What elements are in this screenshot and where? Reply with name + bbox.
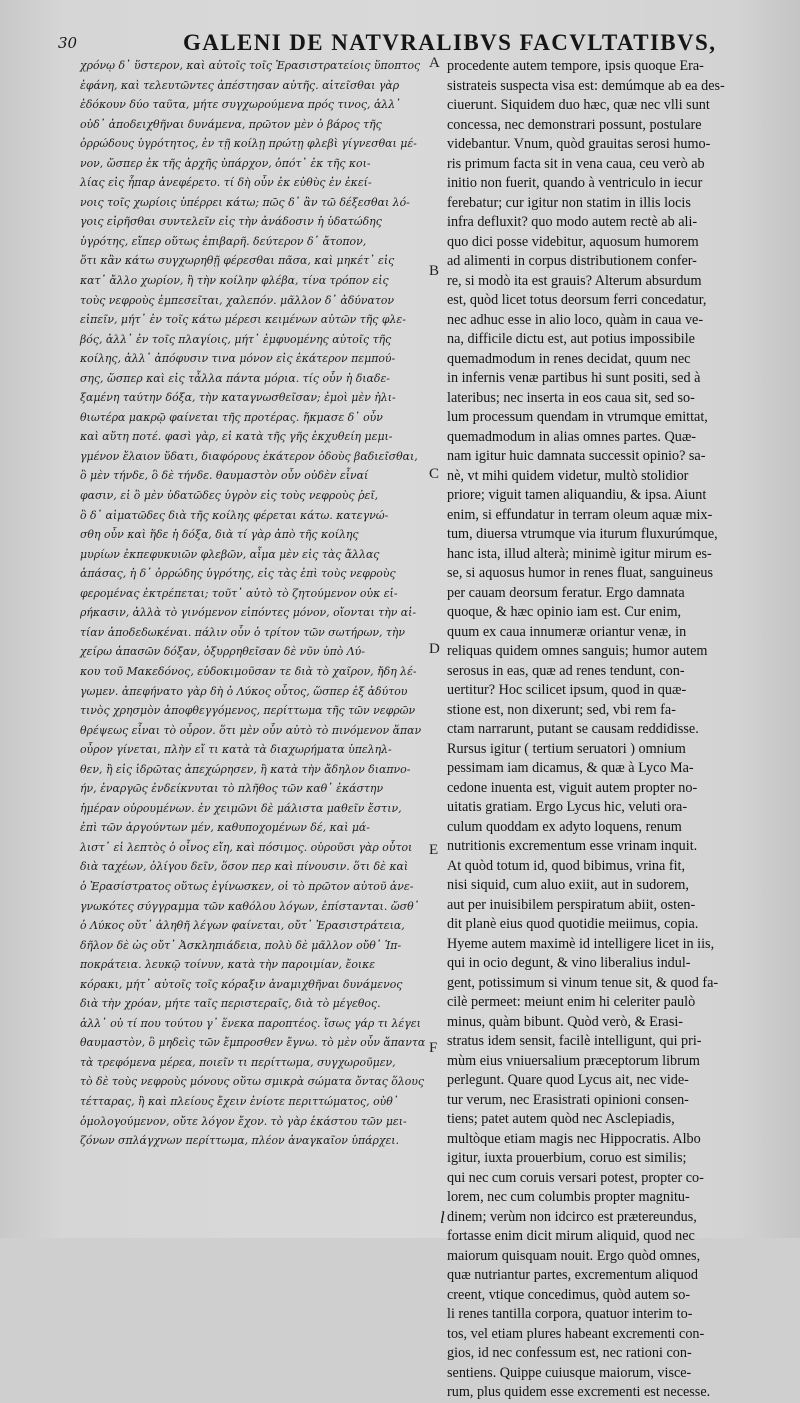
latin-text-line: Hyeme autem maximè id intelligere licet in iis,: [447, 935, 715, 952]
latin-text-line: stione est, non dixerunt; sed, vbi rem fa-: [447, 701, 676, 718]
greek-text-line: τέτταρας, ἢ καὶ πλείους ἔχειν ἐνίοτε περιττώματος, οὐθ᾽: [80, 1094, 399, 1108]
greek-text-line: ἀλλ᾽ οὐ τί που τούτου γ᾽ ἕνεκα παροπτέος. ἴσως γάρ τι λέγει: [80, 1016, 421, 1030]
latin-text-line: serosus in eas, quæ ad renes tendunt, con-: [447, 662, 685, 679]
latin-text-line: pessimam iam dicamus, & quæ à Lyco Ma-: [447, 760, 694, 776]
greek-text-line: κόρακι, μήτ᾽ αὐτοῖς τοῖς κόραξιν ἀναμιχθῆναι δυνάμενος: [80, 977, 403, 991]
greek-text-line: λίας εἰς ἧπαρ ἀνεφέρετο. τί δὴ οὖν ἐκ εὐθὺς ἐν ἐκεί-: [80, 176, 372, 190]
greek-text-line: θεν, ἢ εἰς ἱδρῶτας ἀπεχώρησεν, ἢ κατὰ τὴν ἄδηλον διαπνο-: [80, 762, 411, 776]
greek-text-line: γμένον ἔλαιον ὕδατι, διαφόρους ἑκάτερον ὁδοὺς βαδιεῖσθαι,: [80, 449, 418, 463]
greek-text-line: ξαμένη ταύτην δόξα, τὴν καταγνωσθεῖσαν; ἐμοὶ μὲν ἠλι-: [80, 391, 396, 405]
greek-text-line: νον, ὥσπερ ἐκ τῆς ἀρχῆς ὑπάρχον, ὁπότ᾽ ἐκ τῆς κοι-: [80, 156, 371, 170]
latin-text-line: est, quòd licet totus deorsum ferri concedatur,: [447, 292, 707, 308]
latin-text-line: gent, potissimum si vinum tenue sit, & quod fa-: [447, 974, 719, 991]
latin-text-line: quæ nutriantur partes, excrementum aliquod: [447, 1267, 698, 1283]
latin-text-line: per cauam deorsum feratur. Ergo damnata: [447, 584, 685, 601]
latin-text-line: multòque etiam magis nec Hippocratis. Albo: [447, 1130, 701, 1147]
greek-text-line: γνωκότες σύγγραμμα τῶν καθόλου λόγων, ἐπίστανται. ὥσθ᾽: [80, 899, 420, 913]
latin-text-line: nutritionis excrementum esse vrinam inquit.: [447, 838, 698, 854]
latin-text-line: igitur, iuxta prouerbium, coruo est similis;: [447, 1150, 687, 1166]
latin-text-line: fortasse enim dicit mirum aliquid, quod nec: [447, 1228, 695, 1244]
latin-text-line: qui nec cum coruis versari potest, propter co-: [447, 1169, 704, 1186]
latin-text-line: creent, vtique concedimus, quòd autem so-: [447, 1286, 691, 1303]
latin-text-line: enim, si effundatur in terram oleum aquæ mix-: [447, 506, 713, 523]
greek-text-line: δῆλον δὲ ὡς οὔτ᾽ Ἀσκληπιάδεια, πολὺ δὲ μᾶλλον οὔθ᾽ Ἱπ-: [80, 938, 402, 952]
greek-text-line: τὰ τρεφόμενα μέρεα, ποιεῖν τι περίττωμα, συγχωροῦμεν,: [80, 1055, 396, 1069]
greek-text-column: [80, 56, 428, 1151]
latin-text-line: nam igitur huic damnata successit opinio? sa-: [447, 448, 706, 464]
greek-text-line: τινὸς χρησμὸν ἀποφθεγγόμενος, περίττωμα τῆς τῶν νεφρῶν: [80, 704, 416, 718]
latin-text-line: in infernis venæ partibus hi sunt positi, sed à: [447, 370, 701, 386]
greek-text-line: κατ᾽ ἄλλο χωρίον, ἢ τὴν κοίλην φλέβα, τίνα τρόπον εἰς: [80, 274, 389, 288]
greek-text-line: βός, ἀλλ᾽ ἐν τοῖς πλαγίοις, μήτ᾽ ἐμφυομένης αὐτοῖς τῆς: [80, 332, 392, 346]
greek-text-line: ἐφάνη, καὶ τελευτῶντες ἀπέστησαν αὐτῆς. αἰτεῖσθαι γὰρ: [80, 78, 400, 92]
latin-text-line: uertitur? Hoc scilicet ipsum, quod in quæ-: [447, 682, 687, 698]
greek-text-line: ζόνων σπλάγχνων περίττωμα, πλέον ἀναγκαῖον ὑπάρχει.: [80, 1134, 400, 1148]
latin-text-line: tiens; patet autem quòd nec Asclepiadis,: [447, 1111, 675, 1127]
latin-text-line: initio non fuerit, quando à ventriculo in iecur: [447, 175, 703, 191]
greek-text-line: ὑγρότης, εἴπερ οὕτως ἐπιβαρῆ. δεύτερον δ᾽ ἄτοπον,: [80, 234, 367, 248]
section-marker-c: C: [429, 466, 440, 482]
latin-text-line: ris primum facta sit in vena caua, ceu verò ab: [447, 155, 705, 172]
greek-text-line: ἐπὶ τῶν ἀργούντων μέν, καθυποχομένων δέ, καὶ μά-: [80, 821, 370, 835]
greek-text-line: κου τοῦ Μακεδόνος, εὐδοκιμοῦσαν τε διὰ τὸ χαῖρον, ἤδη λέ-: [80, 664, 417, 678]
greek-text-line: μυρίων ἐκπεφυκυιῶν φλεβῶν, αἷμα μὲν εἰς τὰς ἄλλας: [80, 547, 380, 561]
latin-text-line: stratus idem sensit, facilè intelligunt, qui pri-: [447, 1033, 702, 1049]
latin-text-line: nisi siquid, cum aluo exiit, aut in sudorem,: [447, 877, 689, 893]
greek-text-line: χείρω ἁπασῶν δόξαν, ὀξυρρηθεῖσαν δὲ νῦν ὑπὸ Λύ-: [80, 645, 365, 659]
latin-text-line: At quòd totum id, quod bibimus, vrina fit,: [447, 857, 686, 874]
latin-text-line: rum, plus quidem esse excrementi est necesse.: [447, 1384, 711, 1400]
greek-text-line: σθη οὖν καὶ ἥδε ἡ δόξα, διὰ τί γὰρ ἀπὸ τῆς κοίλης: [80, 528, 359, 542]
greek-text-line: ρήκασιν, ἀλλὰ τὸ γινόμενον εἰπόντες μόνον, οἴονται τὴν αἰ-: [80, 606, 417, 620]
greek-text-line: ὁ Ἐρασίστρατος οὕτως ἐγίνωσκεν, οἱ τὸ πρῶτον αὐτοῦ ἀνε-: [80, 879, 414, 893]
greek-text-line: γωμεν. ἀπεφήνατο γὰρ δὴ ὁ Λύκος οὗτος, ὥσπερ ἐξ ἀδύτου: [80, 684, 408, 698]
section-marker-b: B: [429, 263, 440, 279]
latin-text-line: nè, vt mihi quidem videtur, multò stolidior: [447, 467, 689, 484]
greek-text-line: ὅτι κἂν κάτω συγχωρηθῇ φέρεσθαι πᾶσα, καὶ μηκέτ᾽ εἰς: [80, 254, 395, 268]
greek-text-line: σης, ὥσπερ καὶ εἰς τἆλλα πάντα μόρια. τίς οὖν ἡ διαδε-: [80, 371, 390, 385]
signature-mark: l: [440, 1208, 445, 1227]
latin-text-line: lorem, nec cum columbis propter magnitu-: [447, 1189, 690, 1205]
greek-text-line: ἡμέραν οὐρουμένων. ἐν χειμῶνι δὲ μάλιστα μαθεῖν ἔστιν,: [80, 801, 402, 815]
latin-text-line: sistrateis suspecta visa est: demúmque ab ea des-: [447, 77, 725, 94]
greek-text-line: τοὺς νεφροὺς ἐμπεσεῖται, χαλεπόν. μᾶλλον δ᾽ ἀδύνατον: [80, 293, 395, 307]
greek-text-line: ποκράτεια. λευκῷ τοίνυν, κατὰ τὴν παροιμίαν, ἔοικε: [80, 958, 376, 972]
greek-text-line: γοις εἰρῆσθαι συντελεῖν εἰς τὴν ἀνάδοσιν ἡ ὑδατώδης: [80, 215, 382, 229]
greek-text-line: διὰ ταχέων, ὀλίγου δεῖν, ὅσον περ καὶ πίνουσιν. ὅτι δὲ καὶ: [80, 860, 409, 874]
latin-text-line: procedente autem tempore, ipsis quoque Era-: [447, 58, 704, 74]
latin-text-line: nec adhuc esse in alio loco, quàm in caua ve-: [447, 311, 704, 328]
latin-text-line: lum processum quendam in vtrumque emittat,: [447, 409, 708, 425]
latin-text-line: maiorum quisquam nouit. Ergo quòd omnes,: [447, 1247, 701, 1264]
latin-text-line: qui in ocio degunt, & vino liberalius indul-: [447, 955, 691, 971]
section-marker-a: A: [429, 55, 440, 71]
latin-text-line: ctam narrarunt, putant se causam reddidisse.: [447, 721, 699, 737]
greek-text-line: οὖρον γίνεται, πλὴν εἴ τι κατὰ τὰ διαχωρήματα ὑπεληλ-: [80, 743, 392, 757]
latin-text-line: ad alimenti in corpus distributionem confer-: [447, 253, 697, 269]
latin-text-line: dit planè eius quod quotidie meiimus, copia.: [447, 916, 699, 932]
greek-text-line: εἰπεῖν, μήτ᾽ ἐν τοῖς κάτω μέρεσι κειμένων αὐτῶν τῆς φλε-: [80, 313, 406, 327]
latin-text-line: tur verum, nec Erasistrati opinioni consen-: [447, 1091, 689, 1108]
greek-text-line: ὀρρώδους ὑγρότητος, ἐν τῇ κοίλῃ πρώτῃ φλεβὶ γίγνεσθαι μέ-: [80, 137, 417, 151]
latin-text-line: gios, id nec confessum est, nec rationi con-: [447, 1345, 692, 1361]
greek-text-line: ἐδόκουν δύο ταῦτα, μήτε συγχωρούμενα πρός τινος, ἀλλ᾽: [80, 98, 401, 112]
latin-text-line: na, difficile dictu est, aut potius impossibile: [447, 331, 695, 347]
latin-text-line: videbantur. Vnum, quòd grauitas serosi humo-: [447, 136, 711, 152]
greek-text-line: τὸ δὲ τοὺς νεφροὺς μόνους οὕτω σμικρὰ σώματα ὄντας ὅλους: [80, 1075, 425, 1089]
greek-text-line: καὶ αὕτη ποτέ. φασὶ γὰρ, εἰ κατὰ τῆς γῆς ἐκχυθείη μεμι-: [80, 430, 393, 444]
latin-text-line: perlegunt. Quare quod Lycus ait, nec vide-: [447, 1072, 689, 1088]
greek-text-line: οὐδ᾽ ἀποδειχθῆναι δυνάμενα, πρῶτον μὲν ὁ βάρος τῆς: [80, 117, 382, 131]
latin-text-line: infra defluxit? quo modo autem rectè ab ali-: [447, 214, 698, 230]
section-marker-f: F: [429, 1040, 438, 1056]
section-marker-d: D: [429, 641, 440, 657]
greek-text-line: θρέψεως εἶναι τὸ οὖρον. ὅτι μὲν οὖν αὐτὸ τὸ πινόμενον ἅπαν: [80, 723, 422, 737]
greek-text-line: τίαν ἀποδεδωκέναι. πάλιν οὖν ὁ τρίτον τῶν σωτήρων, τὴν: [80, 625, 406, 639]
greek-text-line: ὃ μὲν τήνδε, ὃ δὲ τήνδε. θαυμαστὸν οὖν οὐδὲν εἶναί: [80, 469, 369, 483]
greek-text-line: θαυμαστὸν, ὃ μηδεὶς τῶν ἔμπροσθεν ἔγνω. τὸ μὲν οὖν ἅπαντα: [80, 1036, 426, 1050]
greek-text-line: ὁ Λύκος οὔτ᾽ ἀληθῆ λέγων φαίνεται, οὔτ᾽ Ἐρασιστράτεια,: [80, 919, 405, 933]
latin-text-line: Rursus igitur ( tertium seruatori ) omnium: [447, 740, 686, 757]
greek-text-line: φασιν, εἰ ὃ μὲν ὑδατῶδες ὑγρὸν εἰς τοὺς νεφροὺς ῥεῖ,: [80, 489, 379, 503]
section-marker-e: E: [429, 842, 439, 858]
latin-text-line: aut per inuisibilem perspiratum abiit, osten-: [447, 896, 696, 913]
greek-text-line: ὃ δ᾽ αἱματῶδες διὰ τῆς κοίλης φέρεται κάτω. κατεγνώ-: [80, 508, 389, 522]
latin-text-line: cilè permeet: meiunt enim hi celeriter paulò: [447, 994, 696, 1010]
latin-text-line: tos, vel etiam plures habeant excrementi con-: [447, 1325, 705, 1342]
latin-text-line: mùm eius vniuersalium præceptorum librum: [447, 1052, 700, 1069]
latin-text-line: se, si aquosus humor in renes fluat, sanguineus: [447, 565, 713, 581]
page-number: 30: [58, 34, 78, 52]
greek-text-line: νοις τοῖς χωρίοις ὑπέρρει κάτω; πῶς δ᾽ ἂν τῶ δέξεσθαι λό-: [80, 195, 410, 209]
latin-text-column: [447, 57, 790, 1403]
greek-text-line: ἁπάσας, ἡ δ᾽ ὀρρώδης ὑγρότης, εἰς τὰς ἐπὶ τοὺς νεφροὺς: [80, 567, 396, 581]
latin-text-line: lateribus; nec inserta in eos caua sit, sed so-: [447, 389, 695, 406]
latin-text-line: ciuerunt. Siquidem duo hæc, quæ nec vlli sunt: [447, 97, 710, 113]
latin-text-line: cedone inuenta est, viguit autem propter no-: [447, 779, 698, 796]
greek-text-line: φερομένας ἐκτρέπεται; τοῦτ᾽ αὐτὸ τὸ ζητούμενον οὐκ εἰ-: [80, 586, 398, 600]
latin-text-line: uitatis gratiam. Ergo Lycus hic, veluti ora-: [447, 799, 688, 815]
latin-text-line: dinem; verùm non idcirco est prætereundus,: [447, 1208, 697, 1225]
latin-text-line: tum, diuersa vtrumque via iturum fluxurúmque,: [447, 526, 718, 542]
latin-text-line: li renes tantilla corpora, quatuor interim to-: [447, 1306, 693, 1322]
latin-text-line: quo dici posse videbitur, aquosum humorem: [447, 233, 699, 250]
latin-text-line: quum ex caua innumeræ oriantur venæ, in: [447, 623, 687, 640]
running-title: GALENI DE NATVRALIBVS FACVLTATIBVS,: [183, 30, 717, 55]
latin-text-line: priore; viguit tamen aliquandiu, & ipsa. Aiunt: [447, 487, 707, 503]
greek-text-line: διὰ τὴν χρόαν, μήτε ταῖς περιστεραῖς, διὰ τὸ μέγεθος.: [80, 997, 381, 1011]
greek-text-line: λιστ᾽ εἰ λεπτὸς ὁ οἶνος εἴη, καὶ πόσιμος. οὐροῦσι γὰρ οὗτοι: [80, 840, 413, 854]
greek-text-line: κοίλης, ἀλλ᾽ ἀπόφυσιν τινα μόνον εἰς ἑκάτερον πεμπού-: [80, 352, 396, 366]
latin-text-line: sentiens. Quippe cuiusque maiorum, visce-: [447, 1364, 692, 1381]
latin-text-line: quemadmodum in renes decidat, quum nec: [447, 350, 691, 367]
latin-text-line: hanc ista, illud alterà; minimè igitur mirum es-: [447, 545, 712, 562]
greek-text-line: ὁμολογούμενον, οὔτε λόγον ἔχον. τὸ γὰρ ἑκάστου τῶν μει-: [80, 1114, 407, 1128]
latin-text-line: ferebatur; cur igitur non statim in illis locis: [447, 194, 691, 211]
greek-text-line: θιωτέρα μακρῷ φαίνεται τῆς προτέρας. ἤκμασε δ᾽ οὖν: [80, 410, 383, 424]
latin-text-line: re, si modò ita est grauis? Alterum absurdum: [447, 272, 702, 289]
latin-text-line: quemadmodum in alias omnes partes. Quæ-: [447, 428, 697, 445]
latin-text-line: minus, quàm bibunt. Quòd verò, & Erasi-: [447, 1013, 684, 1030]
greek-text-line: χρόνῳ δ᾽ ὕστερον, καὶ αὐτοῖς τοῖς Ἐρασιστρατείοις ὕποπτος: [80, 59, 421, 72]
latin-text-line: quoque, & hæc opinio iam est. Cur enim,: [447, 604, 682, 620]
latin-text-line: culum quoddam ex adyto loquens, renum: [447, 818, 682, 835]
greek-text-line: ήν, ἐναργῶς ἐνδείκνυται τὸ πλῆθος τῶν καθ᾽ ἑκάστην: [80, 782, 384, 796]
latin-text-line: concessa, nec demonstrari possunt, postulare: [447, 116, 702, 133]
latin-text-line: reliquas quidem omnes sanguis; humor autem: [447, 643, 708, 659]
